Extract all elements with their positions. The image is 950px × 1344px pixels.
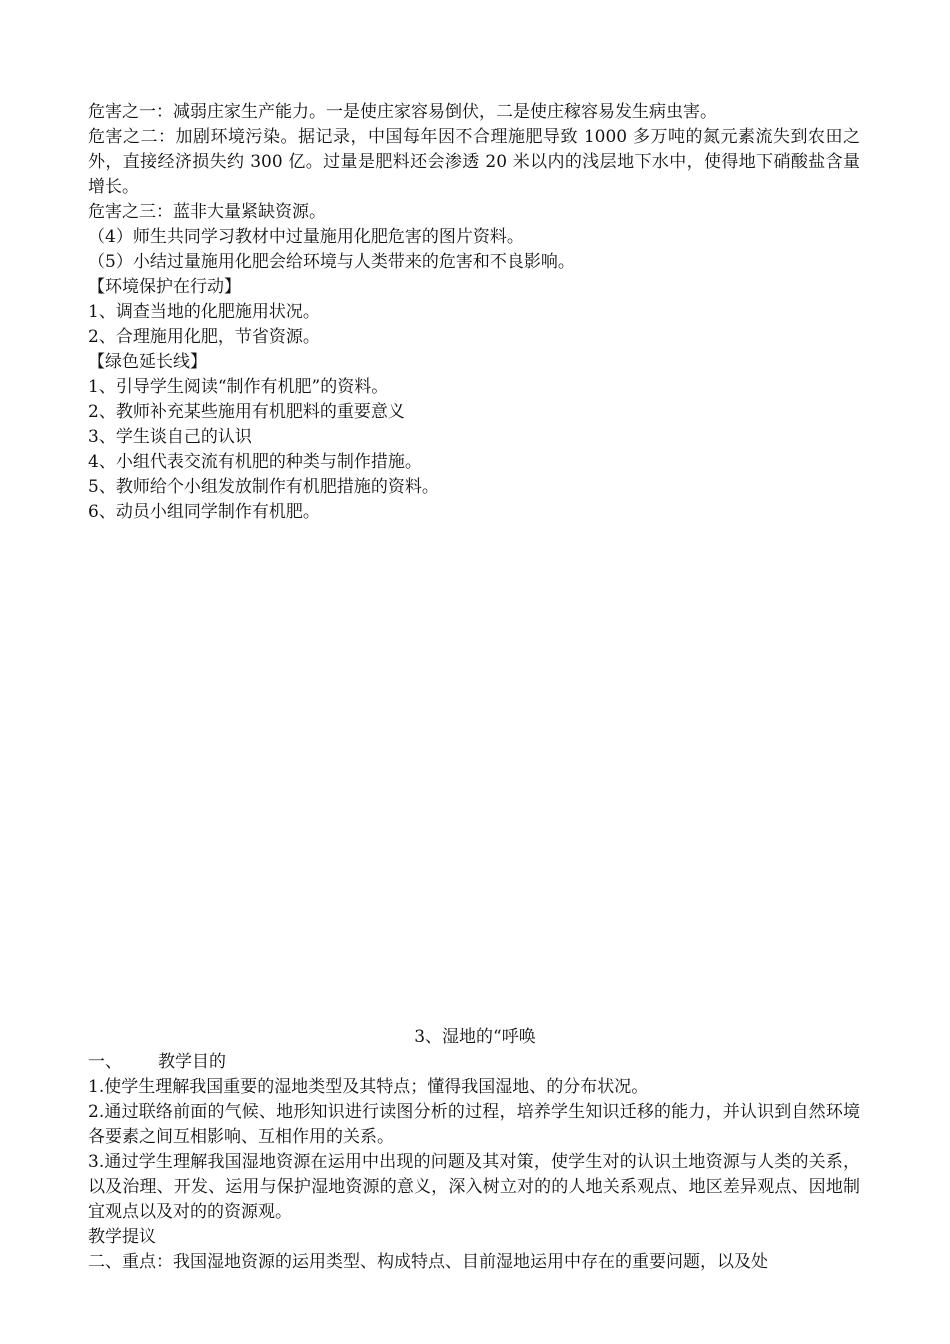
lesson-title: 3、湿地的“呼唤 xyxy=(414,1027,536,1047)
heading-number: 一、 xyxy=(88,1052,122,1072)
paragraph: （4）师生共同学习教材中过量施用化肥危害的图片资料。 xyxy=(88,227,524,247)
list-item: 2、合理施用化肥，节省资源。 xyxy=(88,327,320,347)
paragraph: 危害之一：减弱庄家生产能力。一是使庄家容易倒伏，二是使庄稼容易发生病虫害。 xyxy=(88,102,717,122)
section-fertilizer-harm xyxy=(88,100,860,525)
paragraph: （5）小结过量施用化肥会给环境与人类带来的危害和不良影响。 xyxy=(88,252,575,272)
list-item: 6、动员小组同学制作有机肥。 xyxy=(88,502,320,522)
paragraph: 2.通过联络前面的气候、地形知识进行读图分析的过程，培养学生知识迁移的能力，并认识到自然环境各要素之间互相影响、互相作用的关系。 xyxy=(88,1102,860,1147)
paragraph: 3.通过学生理解我国湿地资源在运用中出现的问题及其对策，使学生对的认识土地资源与人类的关系，以及治理、开发、运用与保护湿地资源的意义，深入树立对的的人地关系观点、地区差异观点、因地制宜观点以及对的的资源观。 xyxy=(88,1152,860,1222)
list-item: 4、小组代表交流有机肥的种类与制作措施。 xyxy=(88,452,422,472)
paragraph: 危害之三：蓝非大量紧缺资源。 xyxy=(88,202,326,222)
paragraph: 危害之二：加剧环境污染。据记录，中国每年因不合理施肥导致 1000 多万吨的氮元素流失到农田之外，直接经济损失约 300 亿。过量是肥料还会渗透 20 米以内的浅层地下水中，使得地下硝酸盐含量增长。 xyxy=(88,127,860,197)
objective-heading xyxy=(88,1050,860,1075)
section-heading: 【绿色延长线】 xyxy=(88,352,207,372)
list-item: 3、学生谈自己的认识 xyxy=(88,427,252,447)
list-item: 1、调查当地的化肥施用状况。 xyxy=(88,302,320,322)
paragraph: 1.使学生理解我国重要的湿地类型及其特点；懂得我国湿地、的分布状况。 xyxy=(88,1077,649,1097)
section-wetland xyxy=(88,1050,860,1275)
list-item: 5、教师给个小组发放制作有机肥措施的资料。 xyxy=(88,477,439,497)
heading-label: 教学目的 xyxy=(158,1052,226,1072)
section-heading: 【环境保护在行动】 xyxy=(88,277,241,297)
paragraph: 教学提议 xyxy=(88,1227,156,1247)
list-item: 2、教师补充某些施用有机肥料的重要意义 xyxy=(88,402,405,422)
list-item: 1、引导学生阅读“制作有机肥”的资料。 xyxy=(88,377,389,397)
paragraph: 二、重点：我国湿地资源的运用类型、构成特点、目前湿地运用中存在的重要问题，以及处 xyxy=(88,1252,768,1272)
